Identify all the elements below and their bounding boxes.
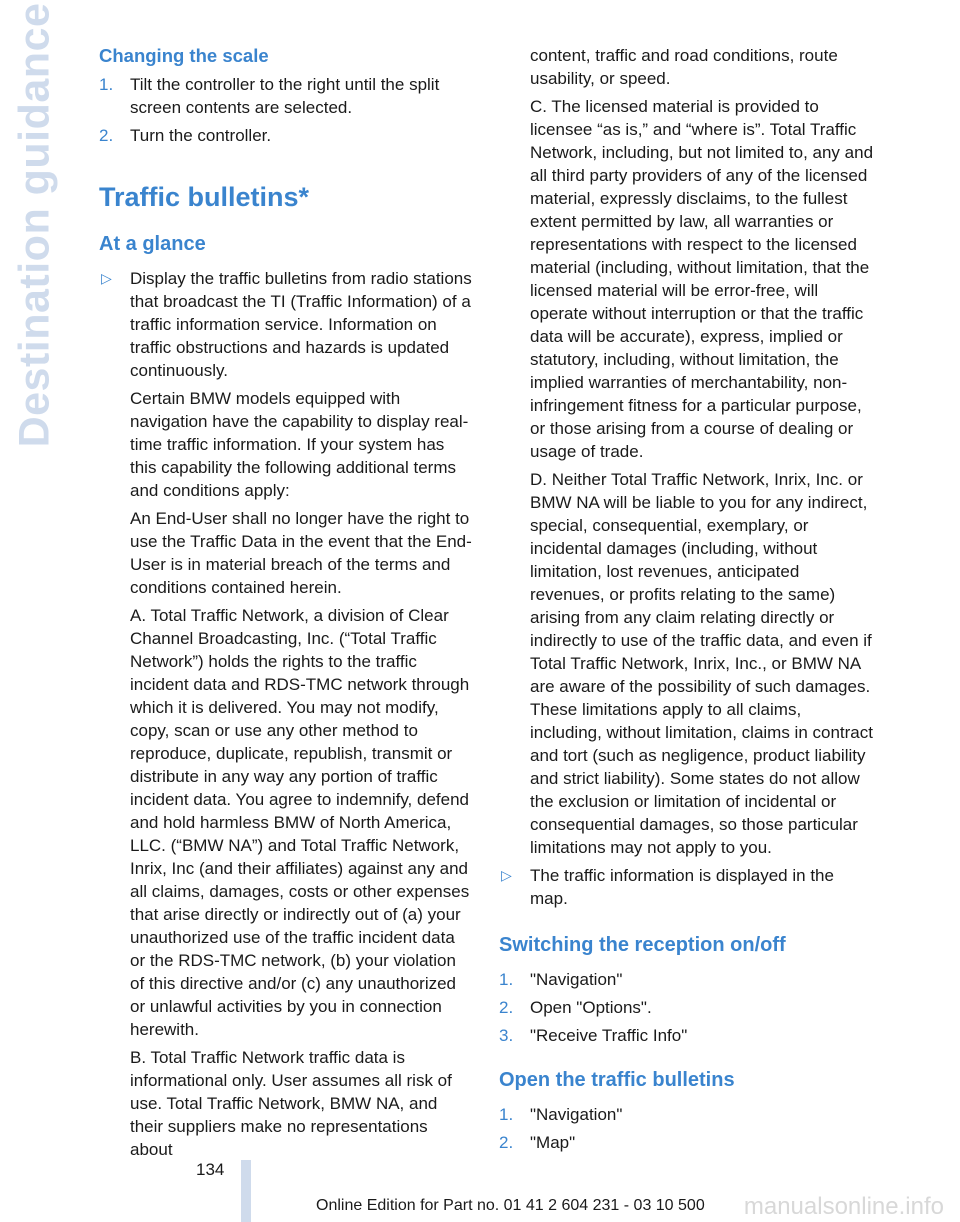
- triangle-bullet-icon: ▷: [501, 867, 512, 883]
- bullet-text: Display the traffic bulletins from radio stations that broadcast the TI (Traffic Information) of a traffic information service. Information on traffic obstructions and hazards is updated continuously.: [130, 269, 472, 380]
- list-item: [499, 1103, 874, 1126]
- section-tab: [0, 2, 70, 448]
- bullet-text: The traffic information is displayed in the map.: [530, 866, 834, 908]
- heading-changing-scale: Changing the scale: [99, 45, 269, 66]
- heading-traffic-bulletins: Traffic bulletins*: [99, 182, 310, 212]
- paragraph-c: C. The licensed material is provided to licensee “as is,” and “where is”. Total Traffic Network, including, but not limited to, any and all third party providers of any of the licensed material, expressly disclaims, to the fullest extent permitted by law, all warranties or representations with respect to the licensed material (including, without limitation, that the licensed material will be error-free, will operate without interruption or that the traffic data will be accurate), express, implied or statutory, including, without limitation, the implied warranties of merchantability, non-infringement fitness for a particular purpose, or those arising from a course of dealing or usage of trade.: [530, 97, 874, 461]
- page-number: 134: [196, 1160, 225, 1179]
- step-number: 1.: [499, 970, 514, 989]
- bullet-item: [499, 864, 874, 910]
- step-number: 2.: [99, 126, 114, 145]
- step-number: 1.: [499, 1105, 514, 1124]
- paragraph-a: A. Total Traffic Network, a division of Clear Channel Broadcasting, Inc. (“Total Traffic Network”) holds the rights to the traffic incident data and RDS-TMC network through which it is delivered. You may not modify, copy, scan or use any other method to reproduce, duplicate, republish, transmit or distribute in any way any portion of traffic incident data. You agree to indemnify, defend and hold harmless BMW of North America, LLC. (“BMW NA”) and Total Traffic Network, Inrix, Inc (and their affiliates) against any and all claims, damages, costs or other expenses that arise directly or indirectly out of (a) your unauthorized use of the traffic incident data or the RDS-TMC network, (b) your violation of this directive and/or (c) any unauthorized or unlawful activities by you in connection herewith.: [130, 606, 470, 1039]
- section-tab-label: Destination guidance: [10, 2, 59, 448]
- online-edition-text: Online Edition for Part no. 01 41 2 604 231 - 03 10 500: [316, 1197, 705, 1214]
- paragraph-b: B. Total Traffic Network traffic data is informational only. User assumes all risk of use. Total Traffic Network, BMW NA, and their suppliers make no representations about: [130, 1048, 452, 1159]
- step-text: "Map": [530, 1133, 576, 1152]
- step-text: Open "Options".: [530, 998, 652, 1017]
- step-number: 1.: [99, 75, 114, 94]
- heading-switching-reception: Switching the reception on/off: [499, 934, 786, 956]
- paragraph: An End-User shall no longer have the right to use the Traffic Data in the event that the End-User is in material breach of the terms and conditions contained herein.: [130, 509, 472, 597]
- triangle-bullet-icon: ▷: [101, 270, 112, 286]
- list-item: [499, 1131, 874, 1154]
- paragraph-d: D. Neither Total Traffic Network, Inrix, Inc. or BMW NA will be liable to you for any indirect, special, consequential, exemplary, or incidental damages (including, without limitation, lost revenues, anticipated revenues, or profits relating to the same) arising from any claim relating directly or indirectly to use of the traffic data, and even if Total Traffic Network, Inrix, Inc., or BMW NA are aware of the possibility of such damages. These limitations apply to all claims, including, without limitation, claims in contract and tort (such as negligence, product liability and strict liability). Some states do not allow the exclusion or limitation of incidental or consequential damages, so those particular limitations may not apply to you.: [530, 470, 873, 857]
- step-text: "Receive Traffic Info": [530, 1026, 688, 1045]
- watermark: manualsonline.info: [743, 1193, 944, 1220]
- step-text: Turn the controller.: [130, 126, 272, 145]
- bullet-item: [99, 267, 474, 382]
- list-item: [499, 968, 874, 991]
- heading-at-a-glance: At a glance: [99, 233, 206, 255]
- list-item: [499, 996, 874, 1019]
- step-text: "Navigation": [530, 970, 623, 989]
- right-column: [499, 44, 874, 1154]
- paragraph-continued: content, traffic and road conditions, route usability, or speed.: [530, 46, 838, 88]
- left-column: [99, 44, 474, 1161]
- paragraph: Certain BMW models equipped with navigation have the capability to display real-time traffic information. If your system has this capability the following additional terms and conditions apply:: [130, 389, 469, 500]
- list-item: [499, 1024, 874, 1047]
- footer-bar: [241, 1160, 251, 1222]
- step-number: 3.: [499, 1026, 514, 1045]
- heading-open-traffic-bulletins: Open the traffic bulletins: [499, 1069, 735, 1091]
- list-item: [99, 124, 474, 147]
- list-item: [99, 73, 474, 119]
- step-text: "Navigation": [530, 1105, 623, 1124]
- step-text: Tilt the controller to the right until the split screen contents are selected.: [130, 75, 440, 117]
- step-number: 2.: [499, 1133, 514, 1152]
- step-number: 2.: [499, 998, 514, 1017]
